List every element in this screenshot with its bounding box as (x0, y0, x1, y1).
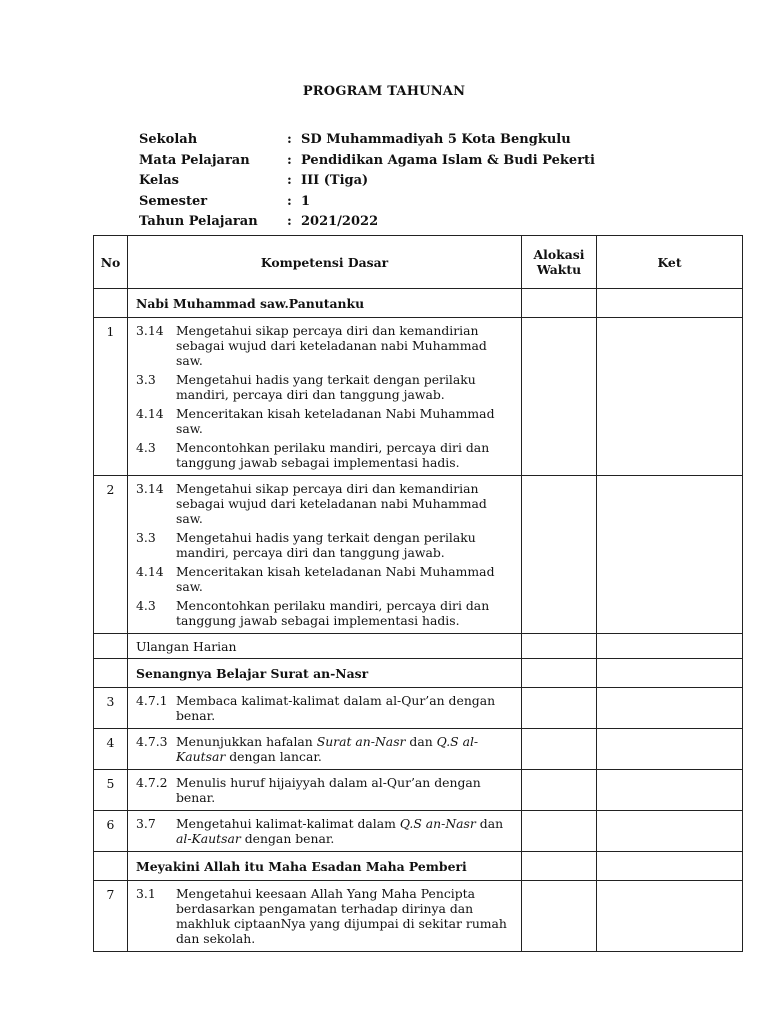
text-part: dengan benar. (240, 831, 335, 846)
section-row (94, 289, 743, 318)
table-row (94, 770, 743, 811)
row-number: 7 (94, 881, 128, 952)
alokasi-cell (522, 729, 597, 770)
competency-item (136, 530, 513, 560)
meta-colon: : (287, 173, 292, 188)
competency-code: 3.14 (136, 481, 164, 496)
competency-text: Mengetahui hadis yang terkait dengan perilaku mandiri, percaya diri dan tanggung jawab. (176, 530, 476, 560)
italic-part: Q.S al-Kautsar (176, 734, 479, 764)
table-row (94, 634, 743, 659)
table-cell (522, 659, 597, 688)
competency-code: 3.1 (136, 886, 156, 901)
competency-text: Menceritakan kisah keteladanan Nabi Muhammad saw. (176, 406, 495, 436)
alokasi-cell (522, 476, 597, 634)
competency-item (136, 598, 513, 628)
competency-item (136, 372, 513, 402)
competency-text (176, 816, 513, 846)
table-cell (597, 852, 743, 881)
competency-text: Mengetahui keesaan Allah Yang Maha Pencipta berdasarkan pengamatan terhadap dirinya dan makhluk ciptaanNya yang dijumpai di sekitar rumah dan sekolah. (176, 886, 507, 946)
table-cell (94, 634, 128, 659)
meta-colon: : (287, 152, 292, 168)
competency-cell (128, 476, 522, 634)
competency-code: 4.7.2 (136, 775, 168, 790)
competency-item (136, 816, 513, 846)
meta-colon: : (287, 214, 292, 229)
section-row (94, 852, 743, 881)
meta-row-mata-pelajaran (139, 153, 595, 174)
competency-text: Mencontohkan perilaku mandiri, percaya diri dan tanggung jawab sebagai implementasi hadis. (176, 598, 490, 628)
table-cell (597, 659, 743, 688)
meta-value: III (Tiga) (301, 173, 369, 188)
competency-text: Menulis huruf hijaiyyah dalam al-Qur’an dengan benar. (176, 775, 481, 805)
meta-label: Semester (139, 193, 208, 209)
meta-row-kelas (139, 173, 595, 194)
text-part: dengan lancar. (225, 749, 322, 764)
competency-item (136, 406, 513, 436)
alokasi-cell (522, 318, 597, 476)
ket-cell (597, 729, 743, 770)
table-cell (522, 289, 597, 318)
text-part: dan (405, 734, 437, 749)
row-number: 3 (94, 688, 128, 729)
competency-text (176, 734, 513, 764)
table-row (94, 729, 743, 770)
ket-cell (597, 476, 743, 634)
table-cell (94, 659, 128, 688)
meta-label: Sekolah (139, 132, 198, 147)
competency-cell (128, 318, 522, 476)
meta-label: Tahun Pelajaran (139, 214, 258, 229)
competency-code: 4.14 (136, 406, 164, 421)
table-row (94, 881, 743, 952)
meta-row-tahun-pelajaran (139, 214, 595, 235)
table-row (94, 476, 743, 634)
page-title: PROGRAM TAHUNAN (302, 84, 466, 99)
ket-cell (597, 881, 743, 952)
competency-item (136, 775, 513, 805)
competency-text: Mengetahui sikap percaya diri dan kemandirian sebagai wujud dari keteladanan nabi Muhammad saw. (176, 481, 487, 526)
alokasi-cell (522, 770, 597, 811)
ket-cell (597, 318, 743, 476)
competency-item (136, 734, 513, 764)
italic-part: al-Kautsar (176, 831, 241, 846)
table-cell (522, 634, 597, 659)
competency-text: Mencontohkan perilaku mandiri, percaya diri dan tanggung jawab sebagai implementasi hadis. (176, 440, 490, 470)
competency-code: 3.3 (136, 530, 156, 545)
meta-row-sekolah (139, 132, 595, 153)
italic-part: Surat an-Nasr (316, 734, 406, 749)
competency-code: 4.3 (136, 598, 156, 613)
table-cell (94, 289, 128, 318)
meta-row-semester (139, 194, 595, 215)
competency-item (136, 886, 513, 946)
competency-cell (128, 811, 522, 852)
competency-code: 3.7 (136, 816, 156, 831)
meta-value: 2021/2022 (301, 214, 379, 229)
ket-cell (597, 688, 743, 729)
row-number: 2 (94, 476, 128, 634)
competency-text: Menceritakan kisah keteladanan Nabi Muhammad saw. (176, 564, 495, 594)
table-cell (522, 852, 597, 881)
section-title: Senangnya Belajar Surat an-Nasr (128, 659, 522, 688)
meta-colon: : (287, 193, 292, 209)
competency-text: Mengetahui hadis yang terkait dengan perilaku mandiri, percaya diri dan tanggung jawab. (176, 372, 476, 402)
competency-item (136, 481, 513, 526)
meta-label: Kelas (139, 173, 179, 188)
header-alokasi-waktu: Alokasi Waktu (522, 236, 597, 289)
header-kompetensi-dasar: Kompetensi Dasar (128, 236, 522, 289)
competency-code: 4.3 (136, 440, 156, 455)
text-part: Menunjukkan hafalan (176, 734, 317, 749)
ket-cell (597, 811, 743, 852)
ulangan-harian: Ulangan Harian (128, 634, 522, 659)
section-title: Nabi Muhammad saw.Panutanku (128, 289, 522, 318)
row-number: 6 (94, 811, 128, 852)
competency-code: 3.14 (136, 323, 164, 338)
section-title: Meyakini Allah itu Maha Esadan Maha Pemberi (128, 852, 522, 881)
alokasi-cell (522, 811, 597, 852)
document-meta (139, 132, 595, 235)
italic-part: Q.S an-Nasr (399, 816, 476, 831)
row-number: 4 (94, 729, 128, 770)
table-cell (94, 852, 128, 881)
meta-value: Pendidikan Agama Islam & Budi Pekerti (301, 152, 595, 168)
competency-cell (128, 729, 522, 770)
row-number: 1 (94, 318, 128, 476)
table-row (94, 811, 743, 852)
table-row (94, 688, 743, 729)
text-part: Mengetahui kalimat-kalimat dalam (176, 816, 400, 831)
header-ket: Ket (597, 236, 743, 289)
meta-value: 1 (301, 193, 311, 209)
competency-code: 4.7.3 (136, 734, 168, 749)
competency-item (136, 564, 513, 594)
table-header-row (94, 236, 743, 289)
competency-item (136, 693, 513, 723)
competency-code: 3.3 (136, 372, 156, 387)
competency-code: 4.14 (136, 564, 164, 579)
program-table (93, 235, 743, 952)
competency-cell (128, 881, 522, 952)
competency-item (136, 323, 513, 368)
competency-text: Membaca kalimat-kalimat dalam al-Qur’an dengan benar. (176, 693, 496, 723)
alokasi-cell (522, 881, 597, 952)
competency-cell (128, 688, 522, 729)
meta-label: Mata Pelajaran (139, 152, 250, 168)
header-no: No (94, 236, 128, 289)
text-part: dan (475, 816, 504, 831)
section-row (94, 659, 743, 688)
table-cell (597, 634, 743, 659)
meta-colon: : (287, 132, 292, 147)
alokasi-cell (522, 688, 597, 729)
competency-item (136, 440, 513, 470)
competency-text: Mengetahui sikap percaya diri dan kemandirian sebagai wujud dari keteladanan nabi Muhammad saw. (176, 323, 487, 368)
table-row (94, 318, 743, 476)
meta-value: SD Muhammadiyah 5 Kota Bengkulu (301, 132, 571, 147)
ket-cell (597, 770, 743, 811)
row-number: 5 (94, 770, 128, 811)
competency-code: 4.7.1 (136, 693, 168, 708)
competency-cell (128, 770, 522, 811)
table-cell (597, 289, 743, 318)
